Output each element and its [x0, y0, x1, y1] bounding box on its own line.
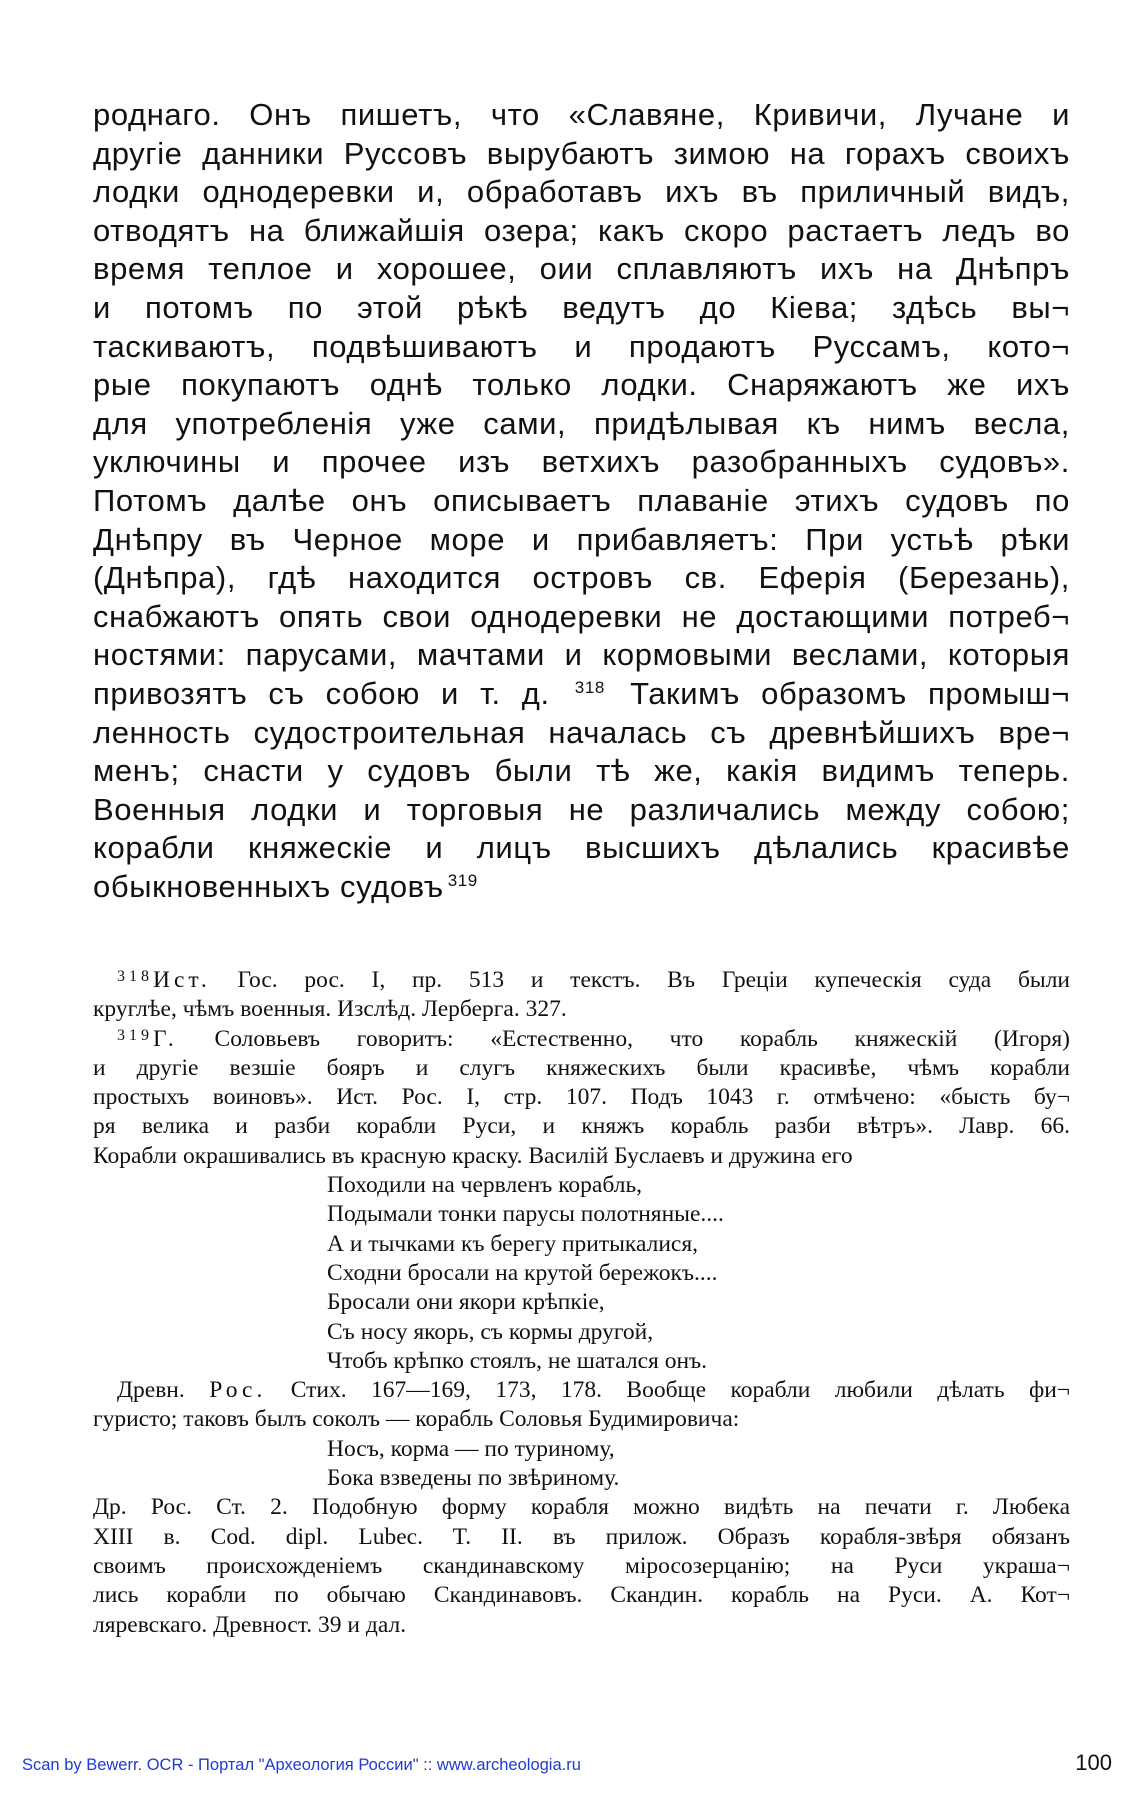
- text-line: менъ; снасти у судовъ были тѣ же, какія видимъ теперь.: [93, 753, 1070, 789]
- text-line: роднаго. Онъ пишетъ, что «Славяне, Кривичи, Лучане и: [93, 97, 1070, 132]
- text-line: (Днѣпра), гдѣ находится островъ св. Еферія (Березань),: [93, 560, 1070, 596]
- page-number: 100: [1075, 1750, 1112, 1775]
- text-line: Днѣпру въ Черное море и прибавляетъ: При устьѣ рѣки: [93, 521, 1070, 557]
- footnote-line: Корабли окрашивались въ красную краску. Василій Буслаевъ и дружина его: [93, 1142, 853, 1169]
- verse-line: Носъ, корма — по туриному,: [327, 1435, 615, 1462]
- footnote-line: гуристо; таковъ былъ соколъ — корабль Соловья Будимировича:: [93, 1406, 740, 1433]
- footnote-abbr: Г.: [153, 1025, 178, 1052]
- text-fragment: привозятъ съ собою и т. д.: [93, 675, 550, 711]
- text-line: лодки однодеревки и, обработавъ ихъ въ приличный видъ,: [93, 174, 1070, 210]
- text-line: рые покупаютъ однѣ только лодки. Снаряжаютъ же ихъ: [93, 367, 1070, 403]
- footnote-abbr: Ист.: [153, 967, 211, 993]
- verse-line: Чтобъ крѣпко стоялъ, не шатался онъ.: [327, 1347, 708, 1374]
- footnote-abbr: Рос.: [209, 1377, 267, 1404]
- footnote-ref-318[interactable]: 318: [574, 677, 605, 697]
- text-line: Военныя лодки и торговыя не различались между собою;: [93, 791, 1070, 827]
- footnote-line: и другіе везшіе бояръ и слугъ княжескихъ были красивѣе, чѣмъ корабли: [93, 1054, 1070, 1081]
- text-line: снабжаютъ опять свои однодеревки не достающими потреб¬: [93, 598, 1070, 634]
- text-line: ленность судостроительная началась съ древнѣйшихъ вре¬: [93, 714, 1070, 750]
- scan-credit-link[interactable]: Scan by Bewerr. OCR - Портал "Археология России" :: www.archeologia.ru: [22, 1756, 581, 1774]
- footnote-line: XIII в. Cod. dipl. Lubec. T. II. въ прилож. Образъ корабля-звѣря обязанъ: [93, 1523, 1070, 1550]
- footnote-text: Древн.: [117, 1377, 185, 1404]
- text-line: уключины и прочее изъ ветхихъ разобранныхъ судовъ».: [93, 444, 1070, 480]
- footnote-text: Стих. 167—169, 173, 178. Вообще корабли любили дѣлать фи¬: [290, 1377, 1071, 1404]
- footnote-mark: 318: [117, 968, 153, 985]
- text-line: корабли княжескіе и лицъ высшихъ дѣлались красивѣе: [93, 830, 1070, 866]
- footnote-319: [93, 1025, 1070, 1054]
- footnote-318: [93, 966, 1070, 995]
- verse-line: Подымали тонки парусы полотняные....: [327, 1201, 724, 1228]
- verse-line: Бока взведены по звѣриному.: [327, 1465, 620, 1492]
- text-fragment: обыкновенныхъ судовъ: [93, 868, 444, 904]
- verse-line: Сходни бросали на крутой бережокъ....: [327, 1259, 718, 1286]
- text-line: и потомъ по этой рѣкѣ ведутъ до Кіева; здѣсь вы¬: [93, 289, 1070, 325]
- footnotes: [93, 966, 1070, 1640]
- text-fragment: Такимъ образомъ промыш¬: [630, 675, 1070, 711]
- text-line: время теплое и хорошее, оии сплавляютъ ихъ на Днѣпръ: [93, 251, 1070, 287]
- main-text: [93, 96, 1070, 906]
- verse-line: Походили на червленъ корабль,: [327, 1172, 643, 1199]
- verse-line: Бросали они якори крѣпкіе,: [327, 1289, 605, 1316]
- verse-line: Съ носу якорь, съ кормы другой,: [327, 1318, 654, 1345]
- verse-line: А и тычками къ берегу притыкалися,: [327, 1230, 699, 1257]
- text-line: Потомъ далѣе онъ описываетъ плаваніе этихъ судовъ по: [93, 482, 1070, 518]
- footnote-line: ря велика и разби корабли Руси, и княжъ корабль разби вѣтръ». Лавр. 66.: [93, 1113, 1070, 1140]
- text-line: таскиваютъ, подвѣшиваютъ и продаютъ Руссамъ, кото¬: [93, 328, 1070, 364]
- footnote-line: круглѣе, чѣмъ военныя. Изслѣд. Лерберга. 327.: [93, 996, 567, 1023]
- footnote-line: ляревскаго. Древност. 39 и дал.: [93, 1611, 407, 1638]
- footnote-mark: 319: [117, 1026, 153, 1044]
- text-line: другіе данники Руссовъ вырубаютъ зимою на горахъ своихъ: [93, 135, 1070, 171]
- footnote-text: Гос. рос. I, пр. 513 и текстъ. Въ Греціи купеческія суда были: [237, 967, 1070, 993]
- footnote-line: [93, 1376, 1070, 1405]
- text-line-with-ref: [93, 675, 1070, 714]
- footnote-line: лись корабли по обычаю Скандинавовъ. Скандин. корабль на Руси. А. Кот¬: [93, 1582, 1070, 1609]
- text-line-last: [93, 868, 1070, 907]
- footnote-ref-319[interactable]: 319: [447, 870, 478, 890]
- text-line: ностями: парусами, мачтами и кормовыми веслами, которыя: [93, 637, 1070, 673]
- footnote-text: Соловьевъ говоритъ: «Естественно, что корабль княжескій (Игоря): [214, 1025, 1071, 1052]
- text-line: отводятъ на ближайшія озера; какъ скоро растаетъ ледъ во: [93, 212, 1070, 248]
- footnote-line: Др. Рос. Ст. 2. Подобную форму корабля можно видѣть на печати г. Любека: [93, 1494, 1070, 1521]
- footnote-line: простыхъ воиновъ». Ист. Рос. I, стр. 107. Подъ 1043 г. отмѣчено: «бысть бу¬: [93, 1084, 1070, 1111]
- text-line: для употребленія уже сами, придѣлывая къ нимъ весла,: [93, 405, 1070, 441]
- footnote-line: своимъ происхожденіемъ скандинавскому міросозерцанію; на Руси украша¬: [93, 1552, 1070, 1579]
